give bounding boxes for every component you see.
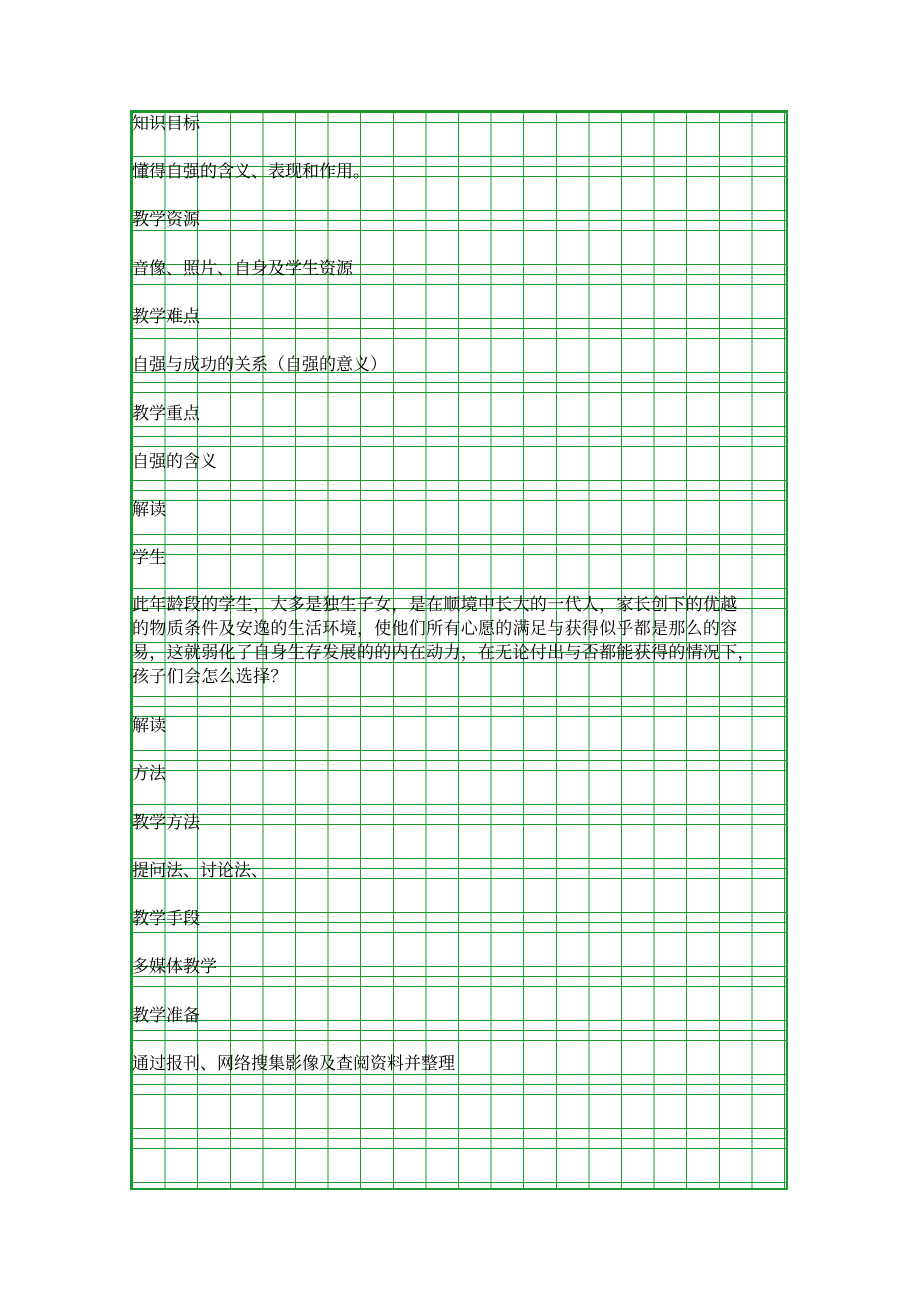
teaching-means-label: 教学手段 (132, 909, 200, 929)
resources-text: 音像、照片、自身及学生资源 (132, 259, 353, 279)
teaching-method-text: 提问法、讨论法、 (132, 861, 268, 881)
interpret-label: 解读 (132, 500, 166, 520)
preparation-text: 通过报刊、网络搜集影像及查阅资料并整理 (132, 1054, 455, 1074)
teaching-means-text: 多媒体教学 (132, 957, 217, 977)
student-analysis-paragraph (132, 593, 788, 689)
key-point-text: 自强的含义 (132, 452, 217, 472)
paragraph-line: 孩子们会怎么选择？ (132, 667, 288, 687)
method-label: 方法 (132, 764, 166, 784)
interpret-label-2: 解读 (132, 716, 166, 736)
preparation-label: 教学准备 (132, 1006, 200, 1026)
key-point-label: 教学重点 (132, 404, 200, 424)
paragraph-line: 易，这就弱化了自身生存发展的的内在动力，在无论付出与否都能获得的情况下， (132, 643, 755, 663)
paragraph-line: 的物质条件及安逸的生活环境，使他们所有心愿的满足与获得似乎都是那么的容 (132, 619, 738, 639)
difficulty-label: 教学难点 (132, 307, 200, 327)
knowledge-goal-text: 懂得自强的含义、表现和作用。 (132, 162, 370, 182)
teaching-method-label: 教学方法 (132, 813, 200, 833)
resources-label: 教学资源 (132, 210, 200, 230)
paragraph-line: 此年龄段的学生，大多是独生子女，是在顺境中长大的一代人，家长创下的优越 (132, 595, 738, 615)
difficulty-text: 自强与成功的关系（自强的意义） (132, 355, 387, 375)
knowledge-goal-label: 知识目标 (132, 114, 200, 134)
student-label: 学生 (132, 548, 166, 568)
